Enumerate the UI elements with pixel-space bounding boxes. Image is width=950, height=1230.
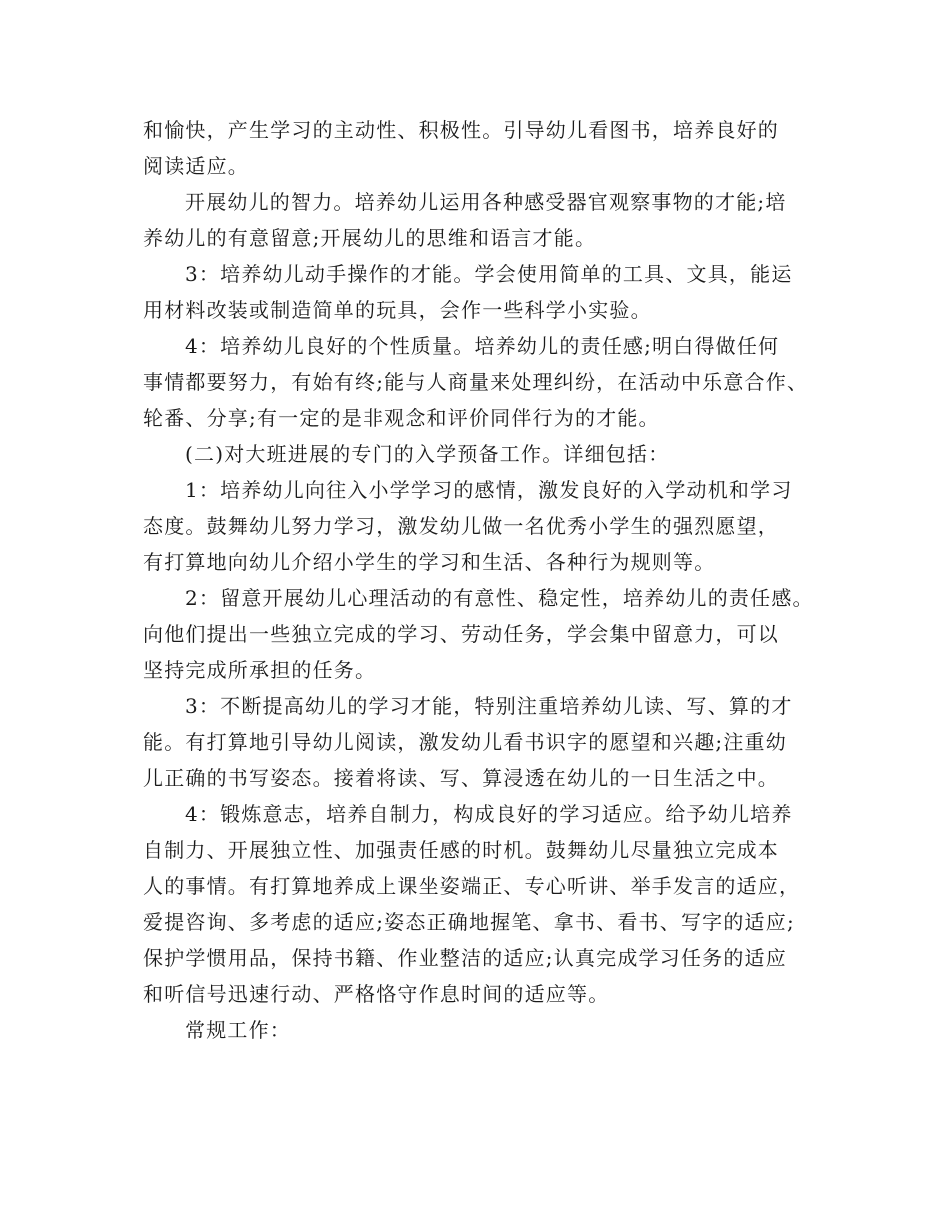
text-line: 开展幼儿的智力。培养幼儿运用各种感受器官观察事物的才能;培 — [185, 190, 787, 214]
text-line: 坚持完成所承担的任务。 — [143, 658, 377, 682]
text-line: 1：培养幼儿向往入小学学习的感情，激发良好的入学动机和学习 — [185, 478, 793, 502]
text-line: 4：锻炼意志，培养自制力，构成良好的学习适应。给予幼儿培养 — [185, 802, 793, 826]
text-line: (二)对大班进展的专门的入学预备工作。详细包括： — [185, 442, 670, 466]
text-line: 爱提咨询、多考虑的适应;姿态正确地握笔、拿书、看书、写字的适应; — [143, 910, 795, 934]
text-line: 儿正确的书写姿态。接着将读、写、算浸透在幼儿的一日生活之中。 — [143, 766, 779, 790]
document-body — [143, 112, 833, 1048]
text-line: 4：培养幼儿良好的个性质量。培养幼儿的责任感;明白得做任何 — [185, 334, 780, 358]
text-line: 轮番、分享;有一定的是非观念和评价同伴行为的才能。 — [143, 406, 660, 430]
text-line: 有打算地向幼儿介绍小学生的学习和生活、各种行为规则等。 — [143, 550, 716, 574]
text-line: 和听信号迅速行动、严格恪守作息时间的适应等。 — [143, 982, 610, 1006]
text-line: 保护学惯用品，保持书籍、作业整洁的适应;认真完成学习任务的适应 — [143, 946, 787, 970]
text-line: 自制力、开展独立性、加强责任感的时机。鼓舞幼儿尽量独立完成本 — [143, 838, 779, 862]
text-line: 3：不断提高幼儿的学习才能，特别注重培养幼儿读、写、算的才 — [185, 694, 793, 718]
text-line: 态度。鼓舞幼儿努力学习，激发幼儿做一名优秀小学生的强烈愿望， — [143, 514, 779, 538]
text-line: 和愉快，产生学习的主动性、积极性。引导幼儿看图书，培养良好的 — [143, 118, 779, 142]
text-line: 养幼儿的有意留意;开展幼儿的思维和语言才能。 — [143, 226, 597, 250]
text-line: 向他们提出一些独立完成的学习、劳动任务，学会集中留意力，可以 — [143, 622, 779, 646]
text-line: 3：培养幼儿动手操作的才能。学会使用简单的工具、文具，能运 — [185, 262, 793, 286]
text-line: 用材料改装或制造简单的玩具，会作一些科学小实验。 — [143, 298, 652, 322]
text-line: 2：留意开展幼儿心理活动的有意性、稳定性，培养幼儿的责任感。 — [185, 586, 814, 610]
text-line: 事情都要努力，有始有终;能与人商量来处理纠纷，在活动中乐意合作、 — [143, 370, 809, 394]
text-line: 人的事情。有打算地养成上课坐姿端正、专心听讲、举手发言的适应， — [143, 874, 801, 898]
text-line: 能。有打算地引导幼儿阅读，激发幼儿看书识字的愿望和兴趣;注重幼 — [143, 730, 787, 754]
text-line: 常规工作： — [185, 1018, 291, 1042]
text-line: 阅读适应。 — [143, 154, 249, 178]
